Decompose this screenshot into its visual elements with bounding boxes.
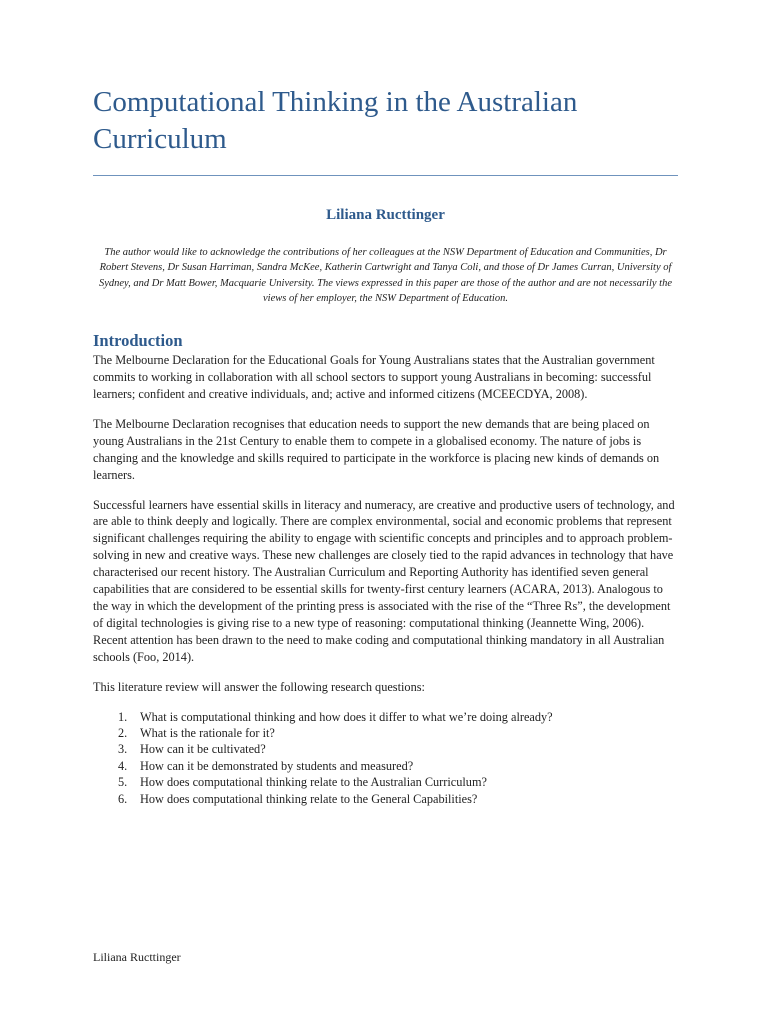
author-name: Liliana Ructtinger	[326, 207, 445, 223]
document-page	[93, 84, 678, 807]
list-item: 5. How does computational thinking relate to the Australian Curriculum?	[118, 775, 487, 790]
acknowledgement-text: The author would like to acknowledge the contributions of her colleagues at the NSW Department of Education and Communities, Dr Robert Stevens, Dr Susan Harriman, Sandra McKee, Katherin Cartwright and Tanya Coli, and those of Dr James Curran, University of Sydney, and Dr Matt Bower, Macquarie University. The views expressed in this paper are those of the author and are not necessarily the views of her employer, the NSW Department of Education.	[98, 247, 673, 304]
list-item: 6. How does computational thinking relate to the General Capabilities?	[118, 791, 478, 806]
list-item: 1. What is computational thinking and how does it differ to what we’re doing already?	[118, 709, 553, 724]
paragraph: This literature review will answer the following research questions:	[93, 679, 425, 694]
paragraph: Successful learners have essential skills in literacy and numeracy, are creative and productive users of technology, and are able to think deeply and logically. There are complex environmental, social and economic problems that represent significant challenges requiring the ability to engage with scientific concepts and principles and to approach problem-solving in new and creative ways. These new challenges are closely tied to the rapid advances in technology that have characterised our recent history. The Australian Curriculum and Reporting Authority has identified seven general capabilities that are considered to be essential skills for twenty-first century learners (ACARA, 2013). Analogous to the way in which the development of the printing press is associated with the rise of the “Three Rs”, the development of digital technologies is giving rise to a new type of reasoning: computational thinking (Jeannette Wing, 2006). Recent attention has been drawn to the need to make coding and computational thinking mandatory in all Australian schools (Foo, 2014).	[93, 497, 675, 664]
paragraph: The Melbourne Declaration for the Educational Goals for Young Australians states that the Australian government commits to working in collaboration with all school sectors to support young Australians in becoming: successful learners; confident and creative individuals, and; active and informed citizens (MCEECDYA, 2008).	[93, 353, 655, 401]
page-footer-author: Liliana Ructtinger	[93, 950, 181, 964]
paragraph: The Melbourne Declaration recognises that education needs to support the new demands that are being placed on young Australians in the 21st Century to enable them to compete in a globalised economy. The nature of jobs is changing and the knowledge and skills required to participate in the workforce is placing new kinds of demands on learners.	[93, 416, 660, 482]
research-questions-list	[93, 709, 678, 807]
document-title: Computational Thinking in the Australian Curriculum	[93, 86, 578, 155]
list-item: 3. How can it be cultivated?	[118, 742, 266, 757]
title-divider	[93, 175, 678, 176]
section-heading-introduction: Introduction	[93, 331, 183, 351]
list-item: 4. How can it be demonstrated by students and measured?	[118, 758, 414, 773]
list-item: 2. What is the rationale for it?	[118, 725, 275, 740]
